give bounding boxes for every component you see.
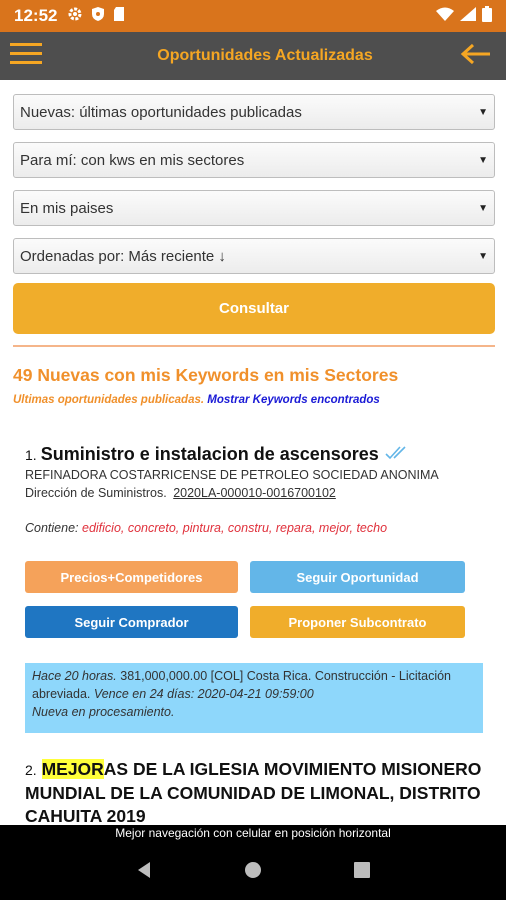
system-nav-bar: [0, 844, 506, 900]
sd-card-icon: [113, 6, 125, 27]
opportunity-number-2: 2.: [25, 762, 37, 778]
dropdown-arrow-icon: ▼: [478, 202, 488, 214]
menu-button[interactable]: [0, 32, 52, 80]
opportunity-info-box: [25, 663, 483, 733]
order-select-value: Ordenadas por: Más reciente ↓: [20, 247, 226, 265]
show-keywords-link[interactable]: Mostrar Keywords encontrados: [207, 394, 380, 406]
opportunity-title-text: Suministro e instalacion de ascensores: [40, 444, 379, 464]
keyword-highlight: MEJOR: [41, 759, 104, 779]
opportunity-title-2-text: AS DE LA IGLESIA MOVIMIENTO MISIONERO MUNDIAL DE LA COMUNIDAD DE LIMONAL, DISTRITO CAHUITA 2019: [25, 759, 482, 825]
double-check-icon: [385, 444, 407, 465]
dropdown-arrow-icon: ▼: [478, 154, 488, 166]
orientation-hint: Mejor navegación con celular en posición horizontal: [0, 825, 506, 844]
battery-icon: [482, 6, 492, 27]
opportunity-title[interactable]: [25, 444, 407, 465]
results-subtitle: Ultimas oportunidades publicadas.: [13, 394, 205, 406]
results-heading: 49 Nuevas con mis Keywords en mis Sectores: [13, 365, 399, 385]
keywords-line: [25, 521, 387, 535]
page-title: Oportunidades Actualizadas: [157, 47, 373, 64]
scope-select-value: Para mí: con kws en mis sectores: [20, 151, 245, 169]
matched-keywords: edificio, concreto, pintura, constru, repara, mejor, techo: [82, 521, 388, 535]
organization-name: REFINADORA COSTARRICENSE DE PETROLEO SOCIEDAD ANONIMA: [25, 468, 439, 482]
department-line: [25, 486, 336, 500]
signal-icon: [460, 7, 476, 26]
app-bar: [0, 32, 506, 80]
opportunity-details: 381,000,000.00 [COL] Costa Rica. Construcción - Licitación abreviada.: [32, 669, 451, 701]
dropdown-arrow-icon: ▼: [478, 250, 488, 262]
divider: [13, 345, 495, 347]
propose-subcontract-button[interactable]: Proponer Subcontrato: [250, 606, 465, 638]
countries-select[interactable]: [13, 190, 495, 226]
contains-label: Contiene:: [25, 521, 79, 535]
main-content: [0, 80, 506, 825]
opportunity-title-2[interactable]: [25, 758, 495, 825]
follow-opportunity-button[interactable]: Seguir Oportunidad: [250, 561, 465, 593]
status-bar: [0, 0, 506, 32]
dropdown-arrow-icon: ▼: [478, 106, 488, 118]
opportunity-code-link[interactable]: 2020LA-000010-0016700102: [173, 486, 336, 500]
deadline: Vence en 24 días: 2020-04-21 09:59:00: [93, 687, 314, 701]
back-button[interactable]: [446, 32, 506, 80]
countries-select-value: En mis paises: [20, 199, 114, 217]
shield-icon: [91, 6, 105, 27]
hamburger-icon: [10, 41, 42, 72]
novelty-select-value: Nuevas: últimas oportunidades publicadas: [20, 103, 302, 121]
processing-status: Nueva en procesamiento.: [32, 705, 175, 719]
consult-button[interactable]: Consultar: [13, 283, 495, 334]
prices-competitors-button[interactable]: Precios+Competidores: [25, 561, 238, 593]
novelty-select[interactable]: [13, 94, 495, 130]
follow-buyer-button[interactable]: Seguir Comprador: [25, 606, 238, 638]
order-select[interactable]: [13, 238, 495, 274]
home-circle-icon[interactable]: [243, 860, 263, 885]
opportunity-number: 1.: [25, 447, 37, 463]
scope-select[interactable]: [13, 142, 495, 178]
department-name: Dirección de Suministros.: [25, 486, 167, 500]
arrow-left-icon: [460, 42, 492, 71]
gear-icon: [67, 6, 83, 27]
status-time: 12:52: [14, 6, 58, 25]
wifi-icon: [436, 7, 454, 26]
published-age: Hace 20 horas.: [32, 669, 117, 683]
recents-square-icon[interactable]: [352, 860, 372, 885]
results-subtitle-line: [13, 394, 380, 406]
back-triangle-icon[interactable]: [134, 860, 154, 885]
